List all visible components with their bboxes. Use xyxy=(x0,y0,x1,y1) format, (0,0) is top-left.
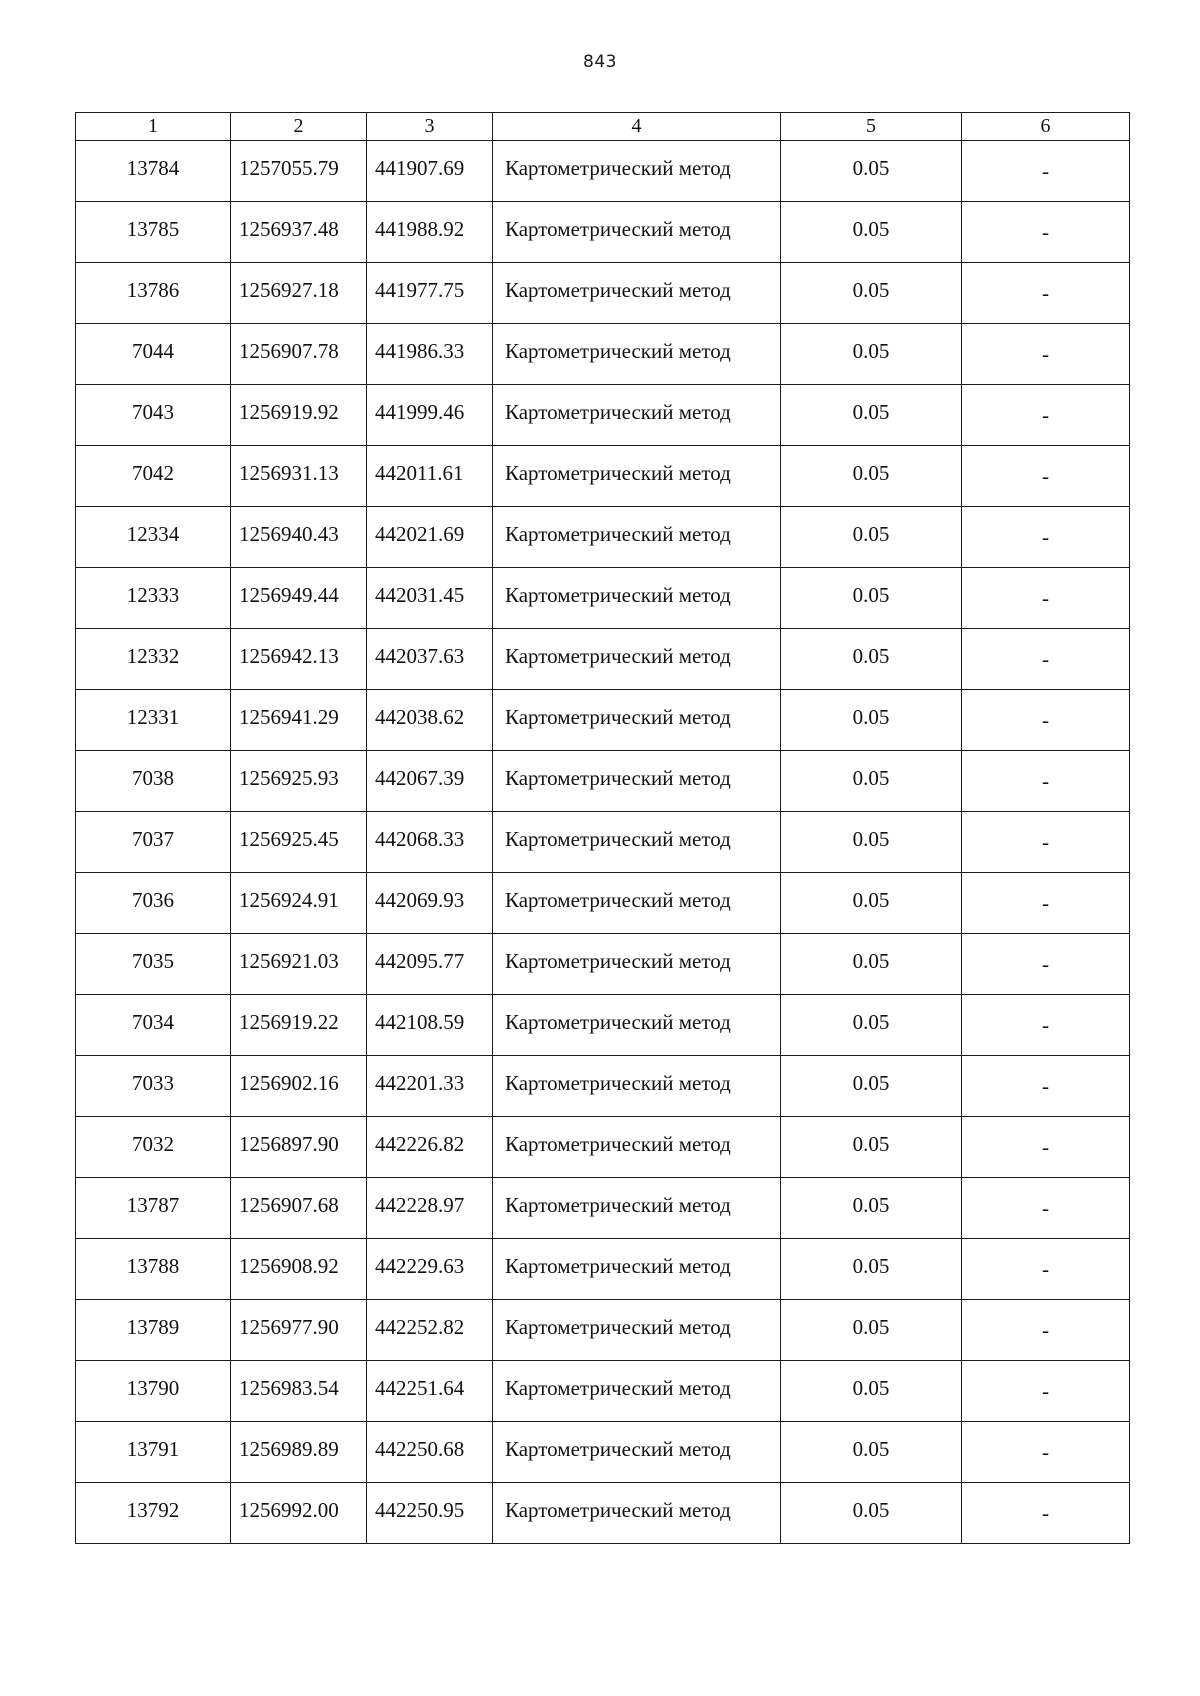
method-cell: Картометрический метод xyxy=(493,934,781,995)
method-cell: Картометрический метод xyxy=(493,446,781,507)
point-number-cell: 7037 xyxy=(76,812,231,873)
y-coordinate-cell: 442011.61 xyxy=(367,446,493,507)
y-coordinate-cell: 442095.77 xyxy=(367,934,493,995)
x-coordinate-cell: 1256902.16 xyxy=(231,1056,367,1117)
accuracy-cell: 0.05 xyxy=(781,446,962,507)
coordinates-table xyxy=(75,112,1130,1544)
point-number-cell: 7032 xyxy=(76,1117,231,1178)
method-cell: Картометрический метод xyxy=(493,1239,781,1300)
method-cell: Картометрический метод xyxy=(493,507,781,568)
table-row xyxy=(76,1300,1130,1361)
y-coordinate-cell: 441977.75 xyxy=(367,263,493,324)
x-coordinate-cell: 1256919.92 xyxy=(231,385,367,446)
accuracy-cell: 0.05 xyxy=(781,1178,962,1239)
point-number-cell: 7042 xyxy=(76,446,231,507)
accuracy-cell: 0.05 xyxy=(781,812,962,873)
x-coordinate-cell: 1256907.78 xyxy=(231,324,367,385)
method-cell: Картометрический метод xyxy=(493,568,781,629)
note-cell: - xyxy=(962,202,1130,263)
x-coordinate-cell: 1256989.89 xyxy=(231,1422,367,1483)
x-coordinate-cell: 1256937.48 xyxy=(231,202,367,263)
note-cell: - xyxy=(962,446,1130,507)
x-coordinate-cell: 1256921.03 xyxy=(231,934,367,995)
note-cell: - xyxy=(962,568,1130,629)
x-coordinate-cell: 1256942.13 xyxy=(231,629,367,690)
point-number-cell: 13790 xyxy=(76,1361,231,1422)
x-coordinate-cell: 1256919.22 xyxy=(231,995,367,1056)
method-cell: Картометрический метод xyxy=(493,995,781,1056)
x-coordinate-cell: 1256977.90 xyxy=(231,1300,367,1361)
table-body xyxy=(76,141,1130,1544)
note-cell: - xyxy=(962,324,1130,385)
point-number-cell: 12331 xyxy=(76,690,231,751)
header-cell-point: 1 xyxy=(76,113,231,141)
table-row xyxy=(76,995,1130,1056)
x-coordinate-cell: 1256924.91 xyxy=(231,873,367,934)
point-number-cell: 13789 xyxy=(76,1300,231,1361)
table-row xyxy=(76,202,1130,263)
y-coordinate-cell: 442250.95 xyxy=(367,1483,493,1544)
point-number-cell: 7038 xyxy=(76,751,231,812)
accuracy-cell: 0.05 xyxy=(781,690,962,751)
note-cell: - xyxy=(962,263,1130,324)
y-coordinate-cell: 442069.93 xyxy=(367,873,493,934)
accuracy-cell: 0.05 xyxy=(781,934,962,995)
x-coordinate-cell: 1256941.29 xyxy=(231,690,367,751)
header-cell-x: 2 xyxy=(231,113,367,141)
accuracy-cell: 0.05 xyxy=(781,1239,962,1300)
accuracy-cell: 0.05 xyxy=(781,568,962,629)
y-coordinate-cell: 442038.62 xyxy=(367,690,493,751)
header-cell-accuracy: 5 xyxy=(781,113,962,141)
y-coordinate-cell: 442037.63 xyxy=(367,629,493,690)
method-cell: Картометрический метод xyxy=(493,751,781,812)
y-coordinate-cell: 442228.97 xyxy=(367,1178,493,1239)
accuracy-cell: 0.05 xyxy=(781,1483,962,1544)
note-cell: - xyxy=(962,690,1130,751)
point-number-cell: 7034 xyxy=(76,995,231,1056)
accuracy-cell: 0.05 xyxy=(781,873,962,934)
method-cell: Картометрический метод xyxy=(493,1178,781,1239)
x-coordinate-cell: 1256992.00 xyxy=(231,1483,367,1544)
x-coordinate-cell: 1256925.45 xyxy=(231,812,367,873)
method-cell: Картометрический метод xyxy=(493,263,781,324)
y-coordinate-cell: 442108.59 xyxy=(367,995,493,1056)
table-row xyxy=(76,324,1130,385)
note-cell: - xyxy=(962,1422,1130,1483)
note-cell: - xyxy=(962,507,1130,568)
point-number-cell: 7033 xyxy=(76,1056,231,1117)
table-row xyxy=(76,1117,1130,1178)
method-cell: Картометрический метод xyxy=(493,385,781,446)
y-coordinate-cell: 441986.33 xyxy=(367,324,493,385)
accuracy-cell: 0.05 xyxy=(781,995,962,1056)
note-cell: - xyxy=(962,1300,1130,1361)
accuracy-cell: 0.05 xyxy=(781,324,962,385)
note-cell: - xyxy=(962,1239,1130,1300)
note-cell: - xyxy=(962,1178,1130,1239)
table-row xyxy=(76,1178,1130,1239)
accuracy-cell: 0.05 xyxy=(781,1117,962,1178)
note-cell: - xyxy=(962,934,1130,995)
table-row xyxy=(76,263,1130,324)
y-coordinate-cell: 442021.69 xyxy=(367,507,493,568)
method-cell: Картометрический метод xyxy=(493,1056,781,1117)
x-coordinate-cell: 1256949.44 xyxy=(231,568,367,629)
point-number-cell: 13791 xyxy=(76,1422,231,1483)
table-row xyxy=(76,751,1130,812)
y-coordinate-cell: 442031.45 xyxy=(367,568,493,629)
y-coordinate-cell: 442250.68 xyxy=(367,1422,493,1483)
y-coordinate-cell: 442201.33 xyxy=(367,1056,493,1117)
x-coordinate-cell: 1256908.92 xyxy=(231,1239,367,1300)
accuracy-cell: 0.05 xyxy=(781,1422,962,1483)
table-row xyxy=(76,1056,1130,1117)
point-number-cell: 7035 xyxy=(76,934,231,995)
y-coordinate-cell: 441988.92 xyxy=(367,202,493,263)
y-coordinate-cell: 442251.64 xyxy=(367,1361,493,1422)
accuracy-cell: 0.05 xyxy=(781,385,962,446)
table-row xyxy=(76,1239,1130,1300)
note-cell: - xyxy=(962,629,1130,690)
table-header-row xyxy=(76,113,1130,141)
x-coordinate-cell: 1256940.43 xyxy=(231,507,367,568)
note-cell: - xyxy=(962,751,1130,812)
table-row xyxy=(76,507,1130,568)
method-cell: Картометрический метод xyxy=(493,1300,781,1361)
y-coordinate-cell: 442226.82 xyxy=(367,1117,493,1178)
point-number-cell: 7036 xyxy=(76,873,231,934)
header-cell-note: 6 xyxy=(962,113,1130,141)
note-cell: - xyxy=(962,385,1130,446)
point-number-cell: 13784 xyxy=(76,141,231,202)
x-coordinate-cell: 1256931.13 xyxy=(231,446,367,507)
point-number-cell: 13785 xyxy=(76,202,231,263)
point-number-cell: 12334 xyxy=(76,507,231,568)
point-number-cell: 7044 xyxy=(76,324,231,385)
point-number-cell: 13786 xyxy=(76,263,231,324)
table-row xyxy=(76,873,1130,934)
x-coordinate-cell: 1256927.18 xyxy=(231,263,367,324)
y-coordinate-cell: 442068.33 xyxy=(367,812,493,873)
note-cell: - xyxy=(962,141,1130,202)
point-number-cell: 13788 xyxy=(76,1239,231,1300)
method-cell: Картометрический метод xyxy=(493,812,781,873)
method-cell: Картометрический метод xyxy=(493,690,781,751)
x-coordinate-cell: 1256907.68 xyxy=(231,1178,367,1239)
header-cell-y: 3 xyxy=(367,113,493,141)
note-cell: - xyxy=(962,1117,1130,1178)
table-row xyxy=(76,690,1130,751)
accuracy-cell: 0.05 xyxy=(781,629,962,690)
accuracy-cell: 0.05 xyxy=(781,751,962,812)
header-cell-method: 4 xyxy=(493,113,781,141)
y-coordinate-cell: 442252.82 xyxy=(367,1300,493,1361)
x-coordinate-cell: 1257055.79 xyxy=(231,141,367,202)
table-row xyxy=(76,1483,1130,1544)
table-row xyxy=(76,934,1130,995)
x-coordinate-cell: 1256925.93 xyxy=(231,751,367,812)
accuracy-cell: 0.05 xyxy=(781,1056,962,1117)
note-cell: - xyxy=(962,1056,1130,1117)
point-number-cell: 7043 xyxy=(76,385,231,446)
method-cell: Картометрический метод xyxy=(493,324,781,385)
y-coordinate-cell: 442067.39 xyxy=(367,751,493,812)
point-number-cell: 12332 xyxy=(76,629,231,690)
y-coordinate-cell: 441907.69 xyxy=(367,141,493,202)
accuracy-cell: 0.05 xyxy=(781,1300,962,1361)
accuracy-cell: 0.05 xyxy=(781,1361,962,1422)
note-cell: - xyxy=(962,1483,1130,1544)
table-row xyxy=(76,446,1130,507)
table-row xyxy=(76,568,1130,629)
y-coordinate-cell: 441999.46 xyxy=(367,385,493,446)
method-cell: Картометрический метод xyxy=(493,141,781,202)
table-row xyxy=(76,629,1130,690)
method-cell: Картометрический метод xyxy=(493,1422,781,1483)
point-number-cell: 13787 xyxy=(76,1178,231,1239)
note-cell: - xyxy=(962,995,1130,1056)
table-row xyxy=(76,141,1130,202)
method-cell: Картометрический метод xyxy=(493,202,781,263)
note-cell: - xyxy=(962,812,1130,873)
accuracy-cell: 0.05 xyxy=(781,141,962,202)
accuracy-cell: 0.05 xyxy=(781,507,962,568)
note-cell: - xyxy=(962,1361,1130,1422)
accuracy-cell: 0.05 xyxy=(781,202,962,263)
method-cell: Картометрический метод xyxy=(493,629,781,690)
method-cell: Картометрический метод xyxy=(493,1117,781,1178)
table-row xyxy=(76,385,1130,446)
table-row xyxy=(76,812,1130,873)
point-number-cell: 12333 xyxy=(76,568,231,629)
page-number: 843 xyxy=(583,52,617,72)
method-cell: Картометрический метод xyxy=(493,1361,781,1422)
point-number-cell: 13792 xyxy=(76,1483,231,1544)
accuracy-cell: 0.05 xyxy=(781,263,962,324)
x-coordinate-cell: 1256983.54 xyxy=(231,1361,367,1422)
table-row xyxy=(76,1422,1130,1483)
note-cell: - xyxy=(962,873,1130,934)
method-cell: Картометрический метод xyxy=(493,1483,781,1544)
y-coordinate-cell: 442229.63 xyxy=(367,1239,493,1300)
method-cell: Картометрический метод xyxy=(493,873,781,934)
table-row xyxy=(76,1361,1130,1422)
x-coordinate-cell: 1256897.90 xyxy=(231,1117,367,1178)
